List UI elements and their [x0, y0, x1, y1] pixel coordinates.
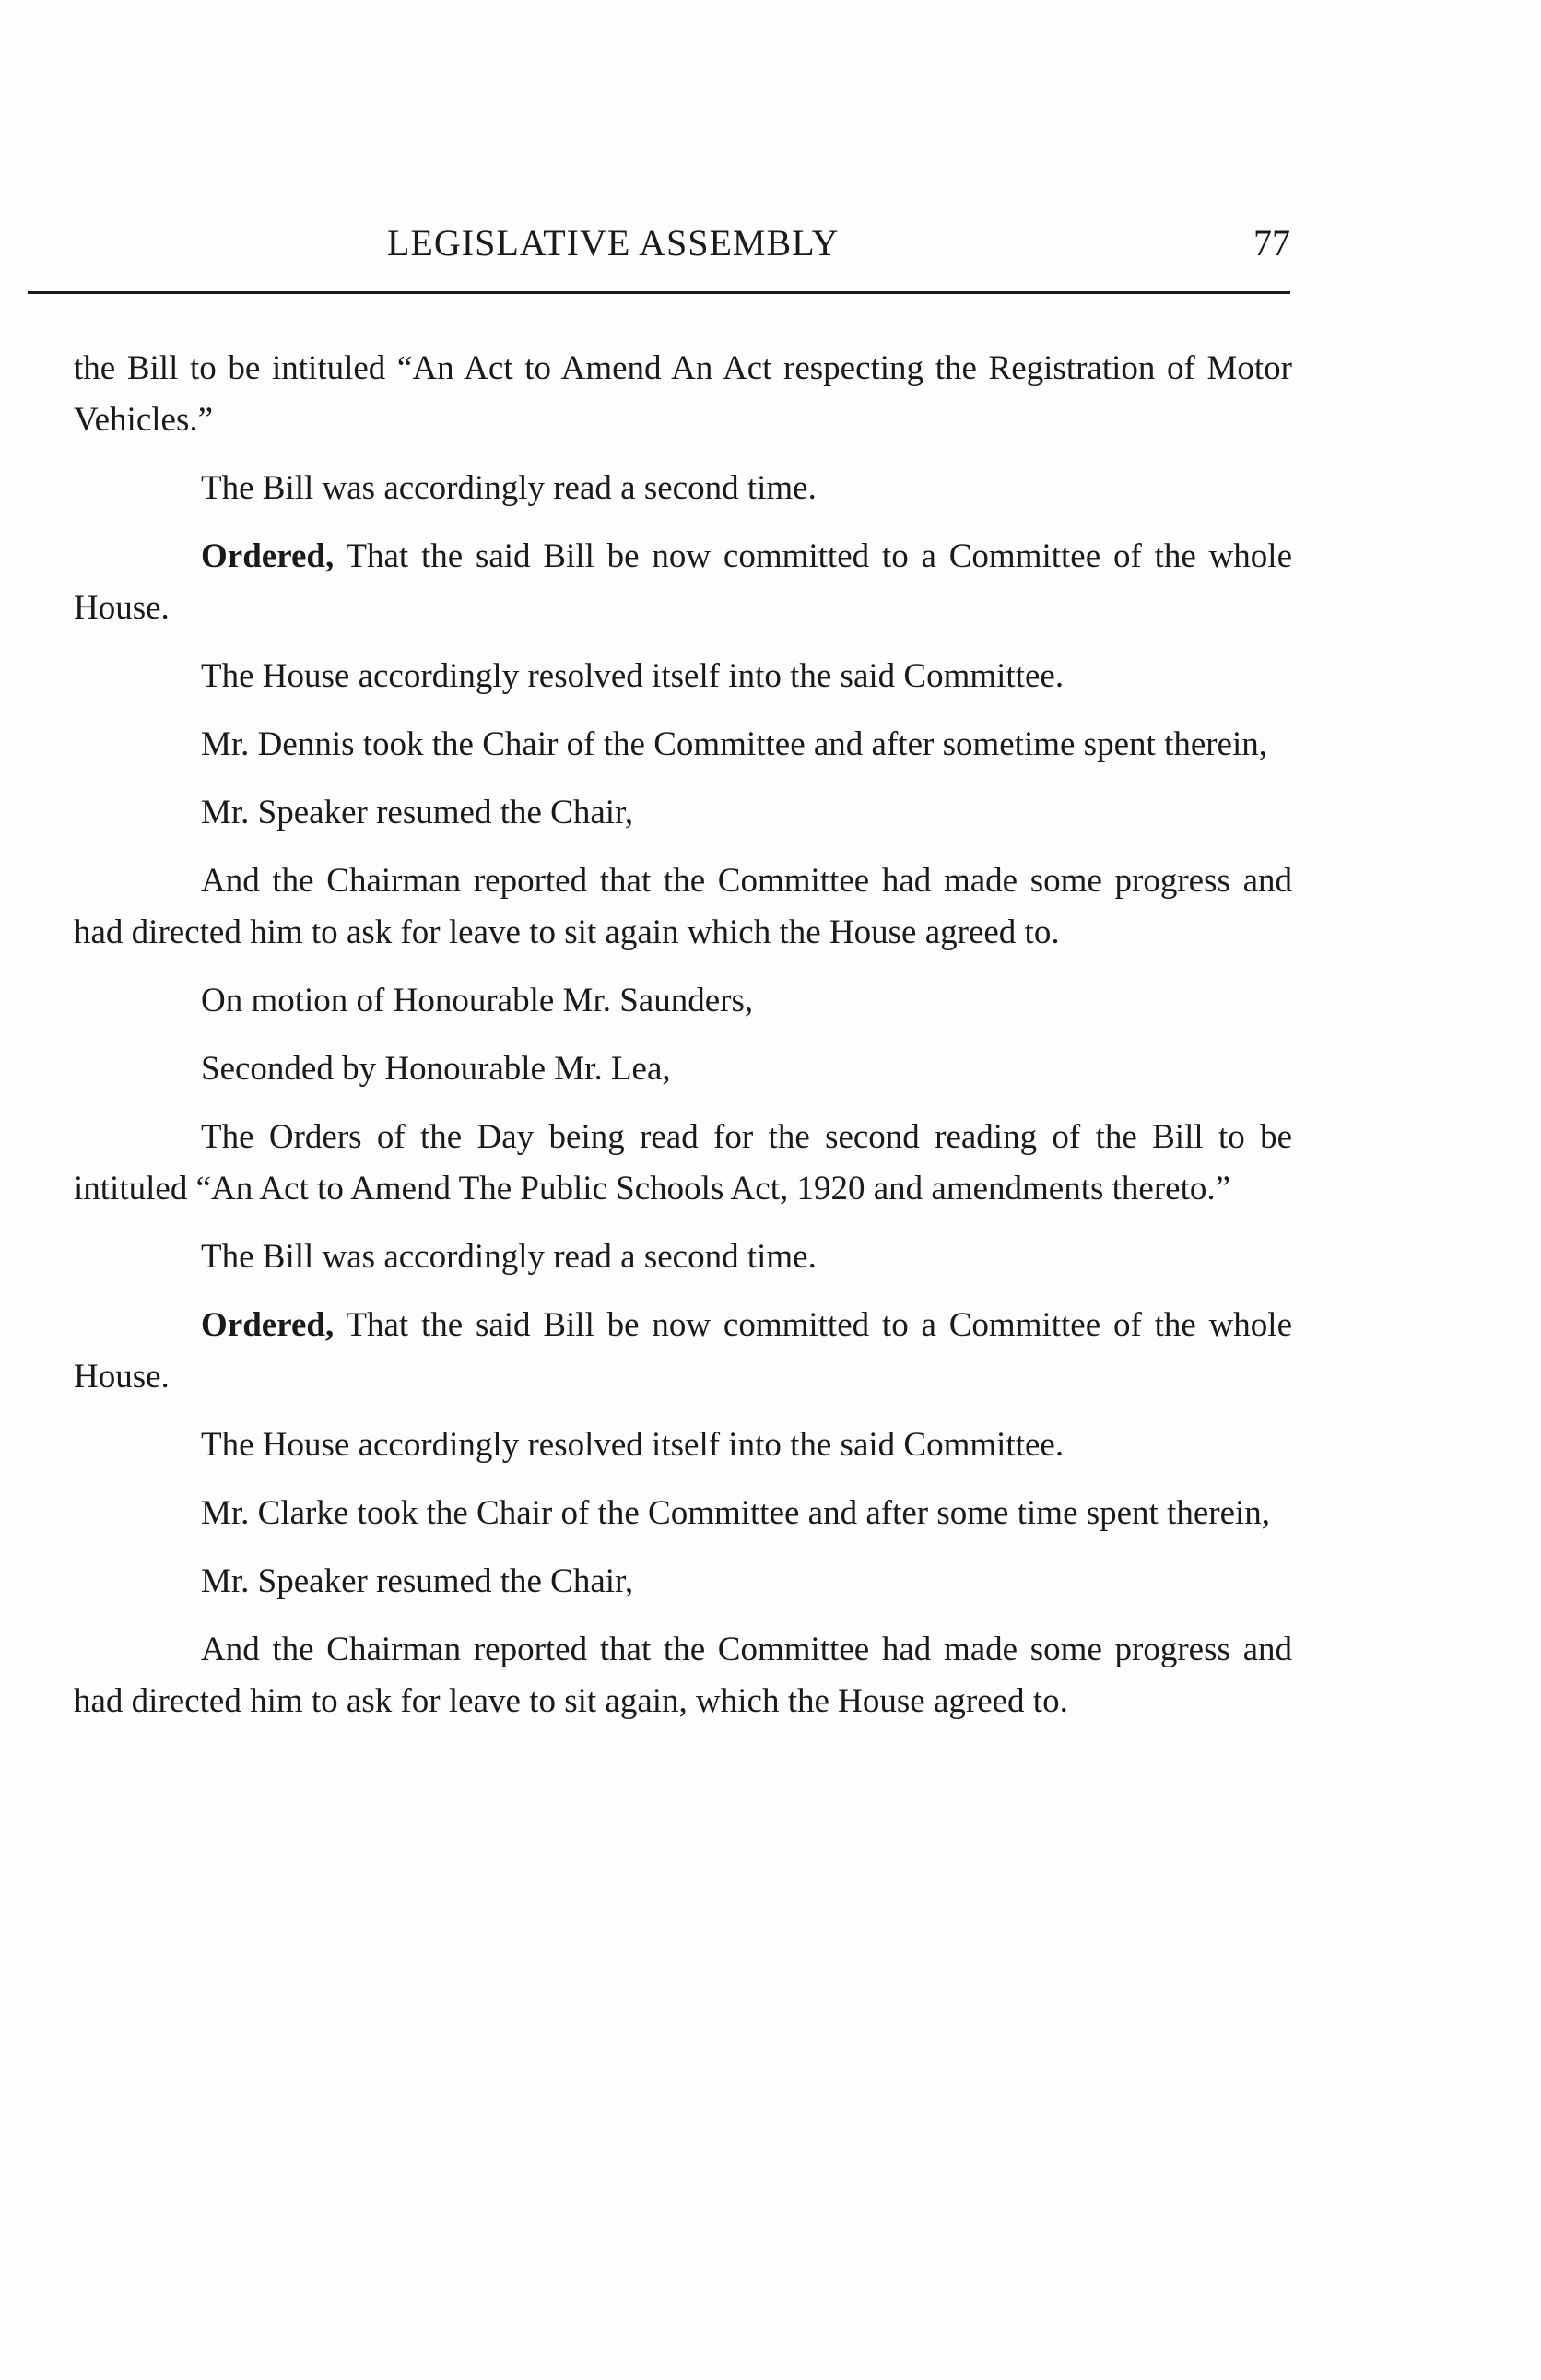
paragraph: [74, 463, 1292, 514]
paragraph: [74, 1043, 1292, 1095]
paragraph-text: And the Chairman reported that the Committee had made some progress and had directed him to ask for leave to sit again which the House agreed to.: [74, 862, 1292, 951]
paragraph: [74, 1112, 1292, 1215]
paragraph: [74, 1624, 1292, 1727]
paragraph: [74, 855, 1292, 959]
paragraph-text: The Orders of the Day being read for the second reading of the Bill to be intituled “An Act to Amend The Public Schools Act, 1920 and amendments thereto.”: [74, 1118, 1292, 1208]
paragraph-text: Mr. Speaker resumed the Chair,: [201, 794, 634, 831]
paragraph-text: Mr. Speaker resumed the Chair,: [201, 1562, 634, 1600]
paragraph-text: And the Chairman reported that the Committee had made some progress and had directed him to ask for leave to sit again, which the House agreed to.: [74, 1631, 1292, 1720]
paragraph-text: Mr. Clarke took the Chair of the Committee and after some time spent therein,: [201, 1494, 1271, 1532]
page-header: [74, 221, 1290, 295]
paragraph-text: The Bill was accordingly read a second time.: [201, 1238, 817, 1276]
document-body: [74, 343, 1292, 1744]
paragraph-text: That the said Bill be now committed to a Committee of the whole House.: [74, 537, 1292, 627]
paragraph: [74, 1300, 1292, 1403]
paragraph: [74, 975, 1292, 1027]
paragraph: [74, 1488, 1292, 1539]
paragraph: [74, 651, 1292, 702]
paragraph: [74, 1231, 1292, 1283]
paragraph-text: The House accordingly resolved itself into the said Committee.: [201, 657, 1065, 695]
paragraph: [74, 1420, 1292, 1471]
paragraph-bold-lead: Ordered,: [201, 1306, 335, 1344]
running-head-title: LEGISLATIVE ASSEMBLY: [387, 222, 840, 264]
paragraph: [74, 343, 1292, 446]
paragraph-text: The House accordingly resolved itself into the said Committee.: [201, 1426, 1065, 1464]
paragraph: [74, 531, 1292, 634]
paragraph-text: Seconded by Honourable Mr. Lea,: [201, 1050, 671, 1088]
page-number: 77: [1253, 222, 1290, 264]
header-rule: [28, 291, 1290, 294]
paragraph-text: Mr. Dennis took the Chair of the Committee and after sometime spent therein,: [201, 725, 1268, 763]
paragraph-bold-lead: Ordered,: [201, 537, 335, 575]
paragraph: [74, 719, 1292, 771]
paragraph-text: The Bill was accordingly read a second time.: [201, 469, 817, 507]
paragraph-text: On motion of Honourable Mr. Saunders,: [201, 982, 754, 1019]
paragraph-text: the Bill to be intituled “An Act to Amend An Act respecting the Registration of Motor Vehicles.”: [74, 349, 1292, 439]
paragraph-text: That the said Bill be now committed to a Committee of the whole House.: [74, 1306, 1292, 1396]
paragraph: [74, 787, 1292, 839]
paragraph: [74, 1556, 1292, 1608]
